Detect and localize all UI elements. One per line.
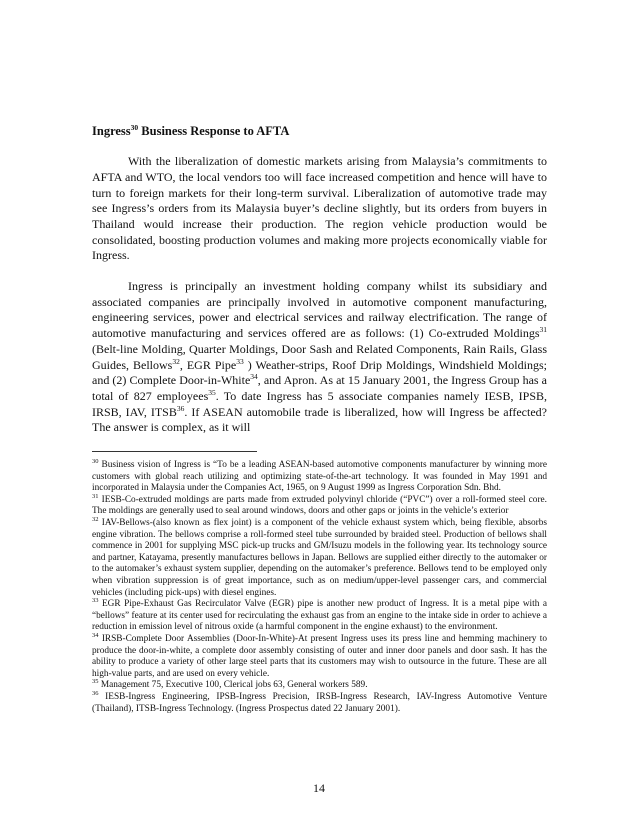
paragraph-2-segment: , and Apron. As at 15 January 2001, the Ingress Group has a total of 827 employees <box>92 373 547 403</box>
footnote-text: EGR Pipe-Exhaust Gas Recirculator Valve (EGR) pipe is another new product of Ingress. It is a metal pipe with a “bellows” feature at its center used for recirculating the exhaust gas from an engine to the intake side in order to achieve a reduction in emission level of nitrous oxide (a harmful component in the engine exhaust) to the environment. <box>92 599 547 633</box>
footnote-ref-36: 36 <box>176 403 185 413</box>
footnote-ref-35: 35 <box>208 388 216 397</box>
paragraph-2 <box>92 279 547 436</box>
footnote-35 <box>92 680 547 692</box>
footnote-33 <box>92 599 547 634</box>
footnote-ref-31: 31 <box>539 325 547 335</box>
footnote-ref-32: 32 <box>172 356 180 366</box>
footnote-divider <box>92 451 257 452</box>
footnote-30 <box>92 460 547 495</box>
document-page <box>92 120 547 715</box>
footnote-ref-33: 33 <box>236 356 244 366</box>
footnote-number: 30 <box>92 458 99 466</box>
footnote-text: IESB-Co-extruded moldings are parts made from extruded polyvinyl chloride (“PVC”) over a roll-formed steel core. The moldings are generally used to seal around windows, doors and other gaps or joints in the vehicle’s exterior <box>92 494 547 517</box>
paragraph-1: With the liberalization of domestic markets arising from Malaysia’s commitments to AFTA and WTO, the local vendors too will face increased competition and hence will have to turn to foreign markets for their long-term survival. Liberalization of automotive trade may see Ingress’s orders from its Malaysia buyer’s decline slightly, but its orders from buyers in Thailand would increase their production. The region vehicle production would be consolidated, boosting production volumes and making more projects economically viable for Ingress. <box>92 154 547 263</box>
footnote-number: 31 <box>92 492 99 500</box>
section-heading <box>92 120 547 139</box>
paragraph-2-segment: , EGR Pipe <box>179 357 237 372</box>
footnote-text: Business vision of Ingress is “To be a leading ASEAN-based automotive components manufacturer by winning more customers with global reach utilizing and optimizing state-of-the-art technology. It was founded in May 1991 and incorporated in Malaysia under the Companies Act, 1965, on 9 August 1999 as Ingress Corporation Sdn. Bhd. <box>92 460 547 494</box>
body-text <box>92 154 547 436</box>
heading-suffix: Business Response to AFTA <box>138 124 290 139</box>
footnote-number: 35 <box>92 678 99 686</box>
paragraph-2-segment: (Belt-line Molding, Quarter Moldings, Door Sash and Related Components, Rain Rails, Glass Guides, Bellows <box>92 341 547 372</box>
footnote-text: IRSB-Complete Door Assemblies (Door-In-White)-At present Ingress uses its press line and hemming machinery to produce the door-in-white, a complete door assembly consisting of outer and inner door panels and door sash. It has the ability to produce a variety of other large steel parts that its customers may wish to outsource in the future. These are all high-value parts, and are used on every vehicle. <box>92 634 547 679</box>
footnote-32 <box>92 515 547 599</box>
footnote-number: 32 <box>92 515 99 523</box>
footnote-34 <box>92 631 547 680</box>
footnote-text: IAV-Bellows-(also known as flex joint) is a component of the vehicle exhaust system which, being flexible, absorbs engine vibration. The bellows comprise a roll-formed steel tube surrounded by braided steel. Production of bellows shall commence in 2001 for supplying MSC pick-up trucks and GM/Isuzu models in the following year. Its technology source and partner, Katayama, presently manufactures bellows in Japan. Bellows are supplied either directly to the automaker or to the automaker’s exhaust system supplier, depending on the automaker’s preference. Bellows tend to be employed only when vibration suppression is of great importance, such as on medium/upper-level passenger cars, and commercial vehicles (including pick-ups) with diesel engines. <box>92 518 547 598</box>
heading-prefix: Ingress <box>92 124 131 139</box>
footnote-text: Management 75, Executive 100, Clerical jobs 63, General workers 589. <box>98 680 368 691</box>
footnote-36 <box>92 689 547 715</box>
footnote-ref-34: 34 <box>250 372 258 382</box>
paragraph-2-segment: Ingress is principally an investment holding company whilst its subsidiary and associated companies are principally involved in automotive component manufacturing, engineering services, power and electrical services and railway electrification. The range of automotive manufacturing and services offered are as follows: (1) Co-extruded Moldings <box>92 279 547 341</box>
page-number: 14 <box>313 781 325 795</box>
footnote-number: 34 <box>92 631 99 639</box>
footnote-number: 33 <box>92 597 99 605</box>
footnote-ref-30: 30 <box>130 123 139 132</box>
paragraph-2-segment: . To date Ingress has 5 associate companies namely IESB, IPSB, IRSB, IAV, ITSB <box>92 389 547 419</box>
paragraph-2-segment: . If ASEAN automobile trade is liberalized, how will Ingress be affected? The answer is complex, as it will <box>92 404 547 435</box>
footnote-31 <box>92 492 547 518</box>
footnote-number: 36 <box>92 689 99 697</box>
footnotes <box>92 460 547 715</box>
footnote-text: IESB-Ingress Engineering, IPSB-Ingress Precision, IRSB-Ingress Research, IAV-Ingress Automotive Venture (Thailand), ITSB-Ingress Technology. (Ingress Prospectus dated 22 January 2001). <box>92 691 547 714</box>
paragraph-2-segment: ) Weather-strips, Roof Drip Moldings, Windshield Moldings; and (2) Complete Door-in-White <box>92 357 547 388</box>
